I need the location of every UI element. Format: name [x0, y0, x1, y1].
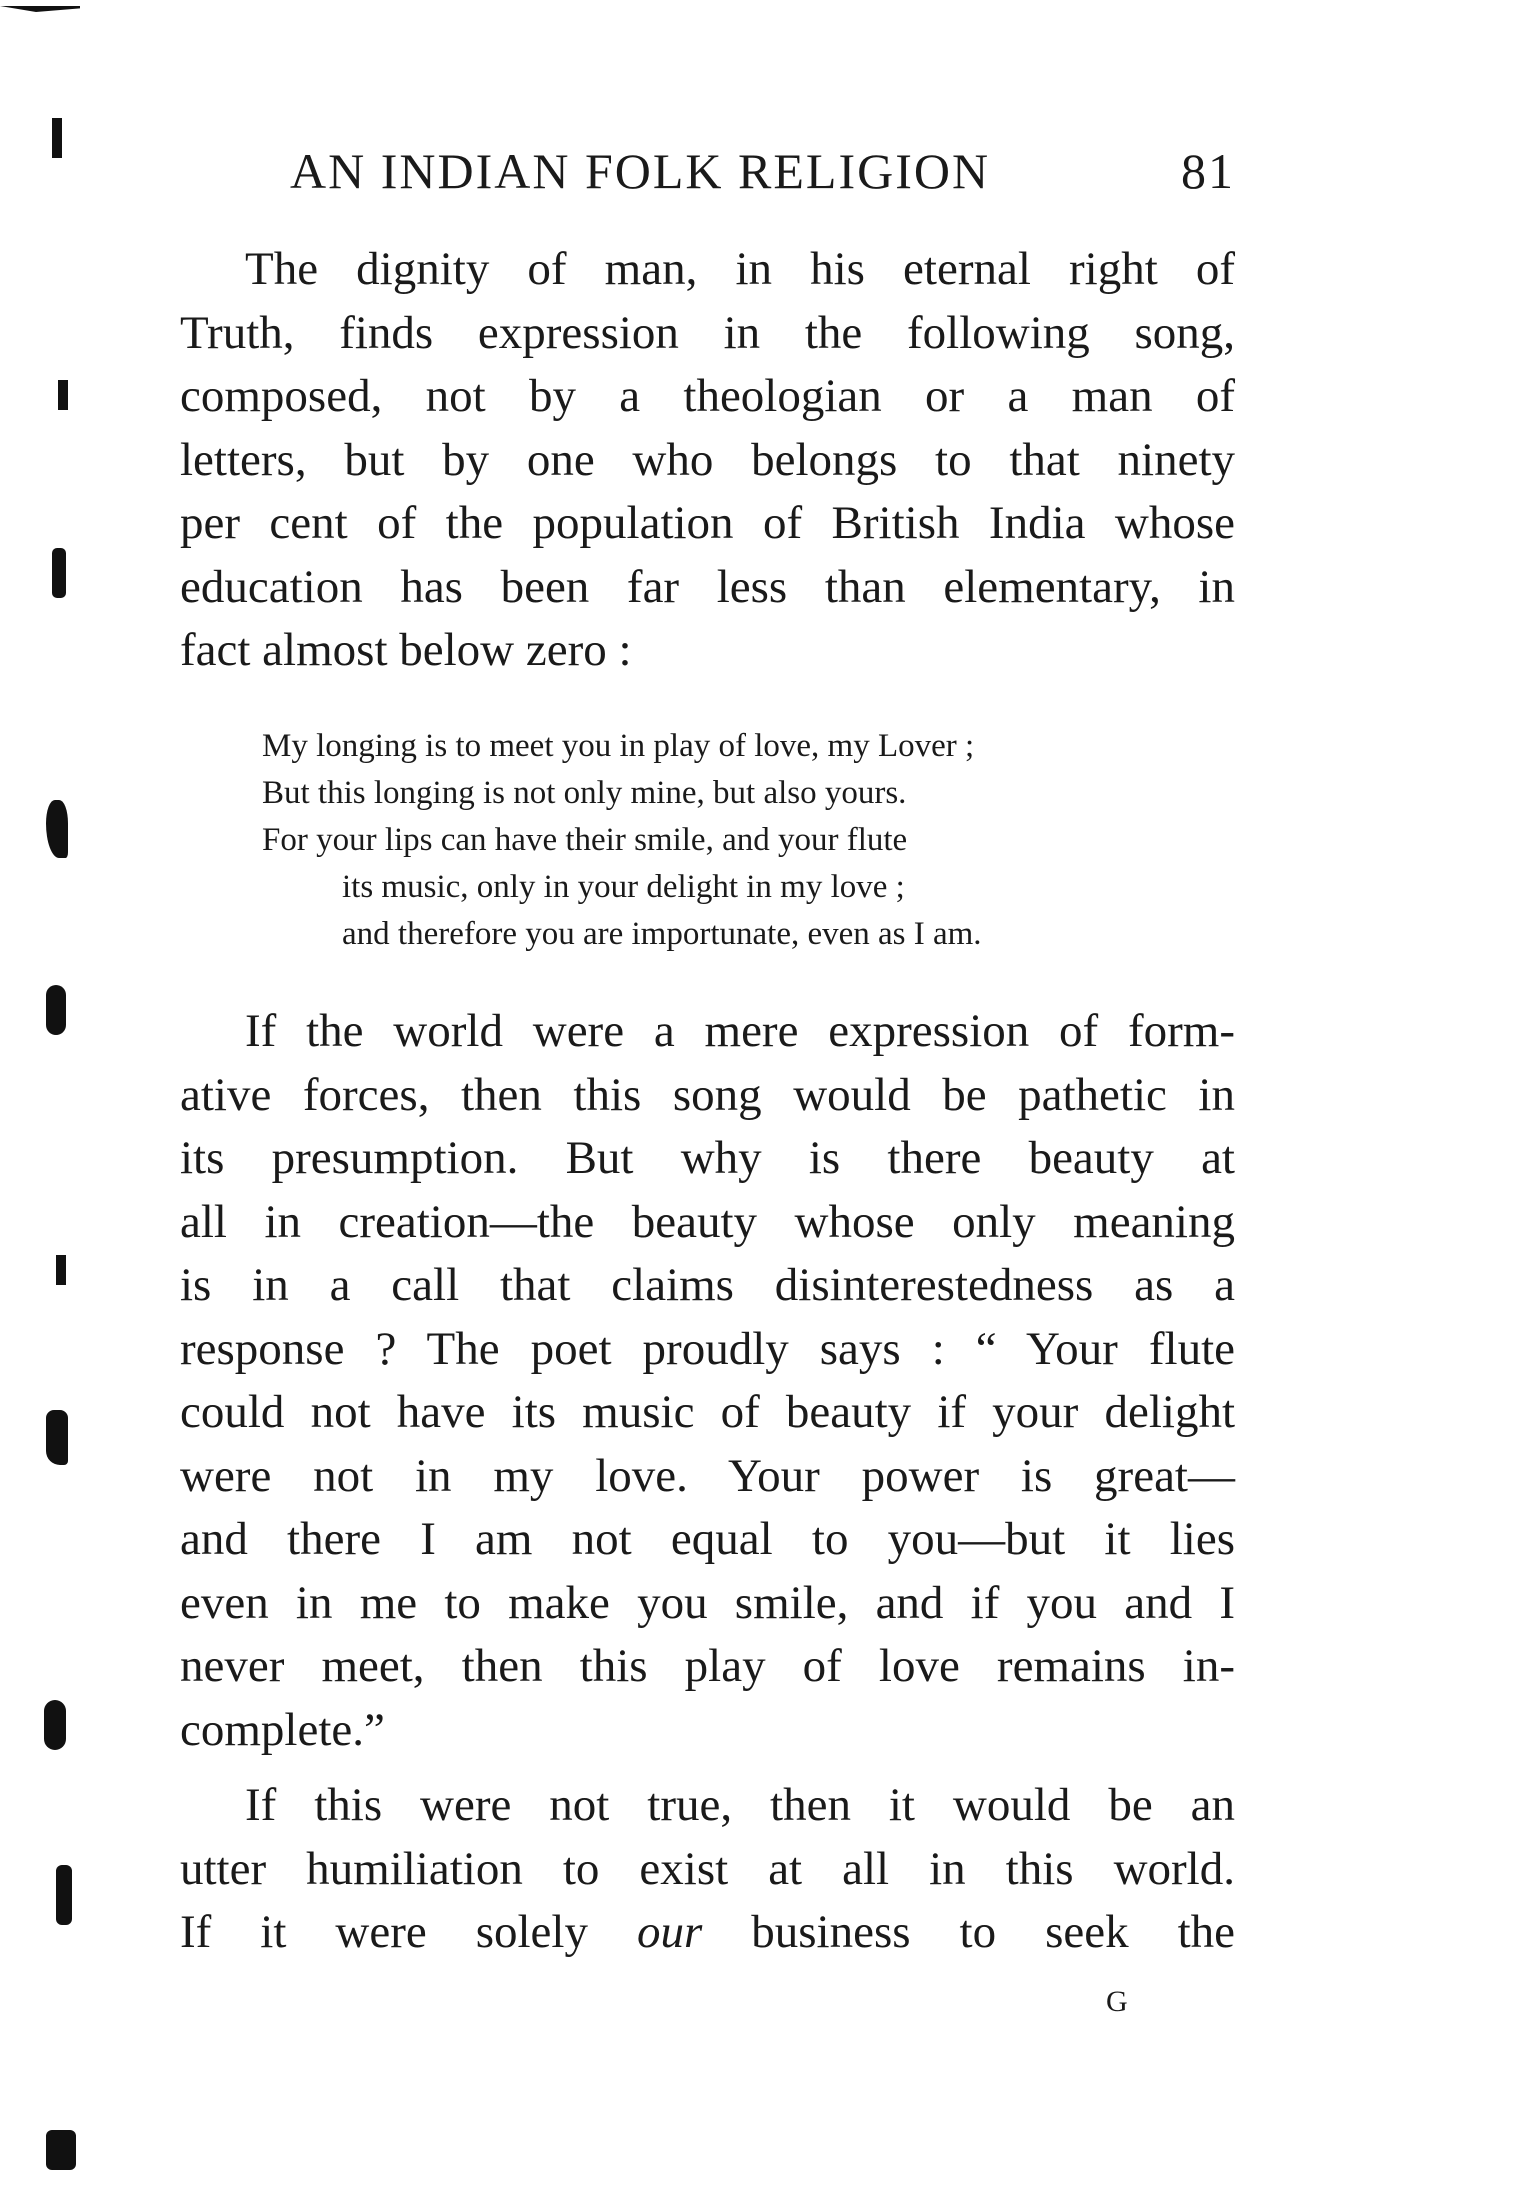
text-line: is in a call that claims disinterestedness as a	[180, 1259, 1235, 1311]
margin-ink-mark	[46, 985, 66, 1035]
text-line: The dignity of man, in his eternal right of	[245, 243, 1235, 295]
text-line: ative forces, then this song would be pathetic in	[180, 1068, 1235, 1121]
margin-ink-mark	[58, 380, 68, 410]
text-line: If the world were a mere expression of form-	[245, 1005, 1235, 1057]
signature-mark: G	[1106, 1985, 1128, 2018]
text-line: utter humiliation to exist at all in this world.	[180, 1842, 1235, 1895]
margin-ink-mark	[52, 118, 62, 158]
text-line: fact almost below zero :	[180, 624, 632, 676]
paragraph-1	[180, 238, 1235, 683]
text-line: letters, but by one who belongs to that ninety	[180, 433, 1235, 486]
margin-ink-mark	[46, 2130, 76, 2170]
poem-block	[262, 723, 1202, 958]
poem-line: My longing is to meet you in play of love, my Lover ;	[262, 728, 975, 764]
paragraph-3	[180, 1774, 1235, 1965]
text-line: were not in my love. Your power is great—	[180, 1449, 1235, 1502]
text-line: could not have its music of beauty if your delight	[180, 1386, 1235, 1438]
text-line: If this were not true, then it would be an	[245, 1779, 1235, 1831]
paragraph-2	[180, 1000, 1235, 1762]
text-line: complete.”	[180, 1703, 385, 1756]
margin-ink-mark	[0, 6, 80, 12]
running-title: AN INDIAN FOLK RELIGION	[290, 143, 991, 199]
emphasized-word: our	[636, 1906, 703, 1958]
margin-ink-mark	[52, 548, 66, 598]
text-line: Truth, finds expression in the following song,	[180, 306, 1235, 359]
text-line	[180, 1901, 1235, 1965]
text-line: response ? The poet proudly says : “ Your flute	[180, 1322, 1235, 1375]
page-number: 81	[1181, 143, 1235, 199]
margin-ink-mark	[46, 1410, 68, 1465]
text-line: never meet, then this play of love remains in-	[180, 1640, 1235, 1692]
margin-ink-mark	[46, 800, 68, 858]
poem-line: its music, only in your delight in my love ;	[342, 869, 905, 905]
text-line: all in creation—the beauty whose only meaning	[180, 1195, 1235, 1248]
poem-line: and therefore you are importunate, even as I am.	[342, 916, 982, 952]
text-fragment: If it were solely	[180, 1906, 588, 1958]
text-line: per cent of the population of British India whose	[180, 497, 1235, 549]
margin-ink-mark	[44, 1700, 66, 1750]
poem-line: But this longing is not only mine, but also yours.	[262, 775, 907, 811]
text-line: composed, not by a theologian or a man of	[180, 370, 1235, 422]
text-fragment: business to seek the	[751, 1906, 1236, 1958]
margin-ink-mark	[56, 1865, 72, 1925]
text-line: and there I am not equal to you—but it lies	[180, 1513, 1235, 1565]
text-line: even in me to make you smile, and if you and I	[180, 1576, 1235, 1629]
running-header	[290, 142, 1235, 200]
poem-line: For your lips can have their smile, and your flute	[262, 822, 908, 858]
margin-ink-mark	[56, 1255, 66, 1285]
text-line: education has been far less than elementary, in	[180, 560, 1235, 613]
text-line: its presumption. But why is there beauty at	[180, 1132, 1235, 1184]
